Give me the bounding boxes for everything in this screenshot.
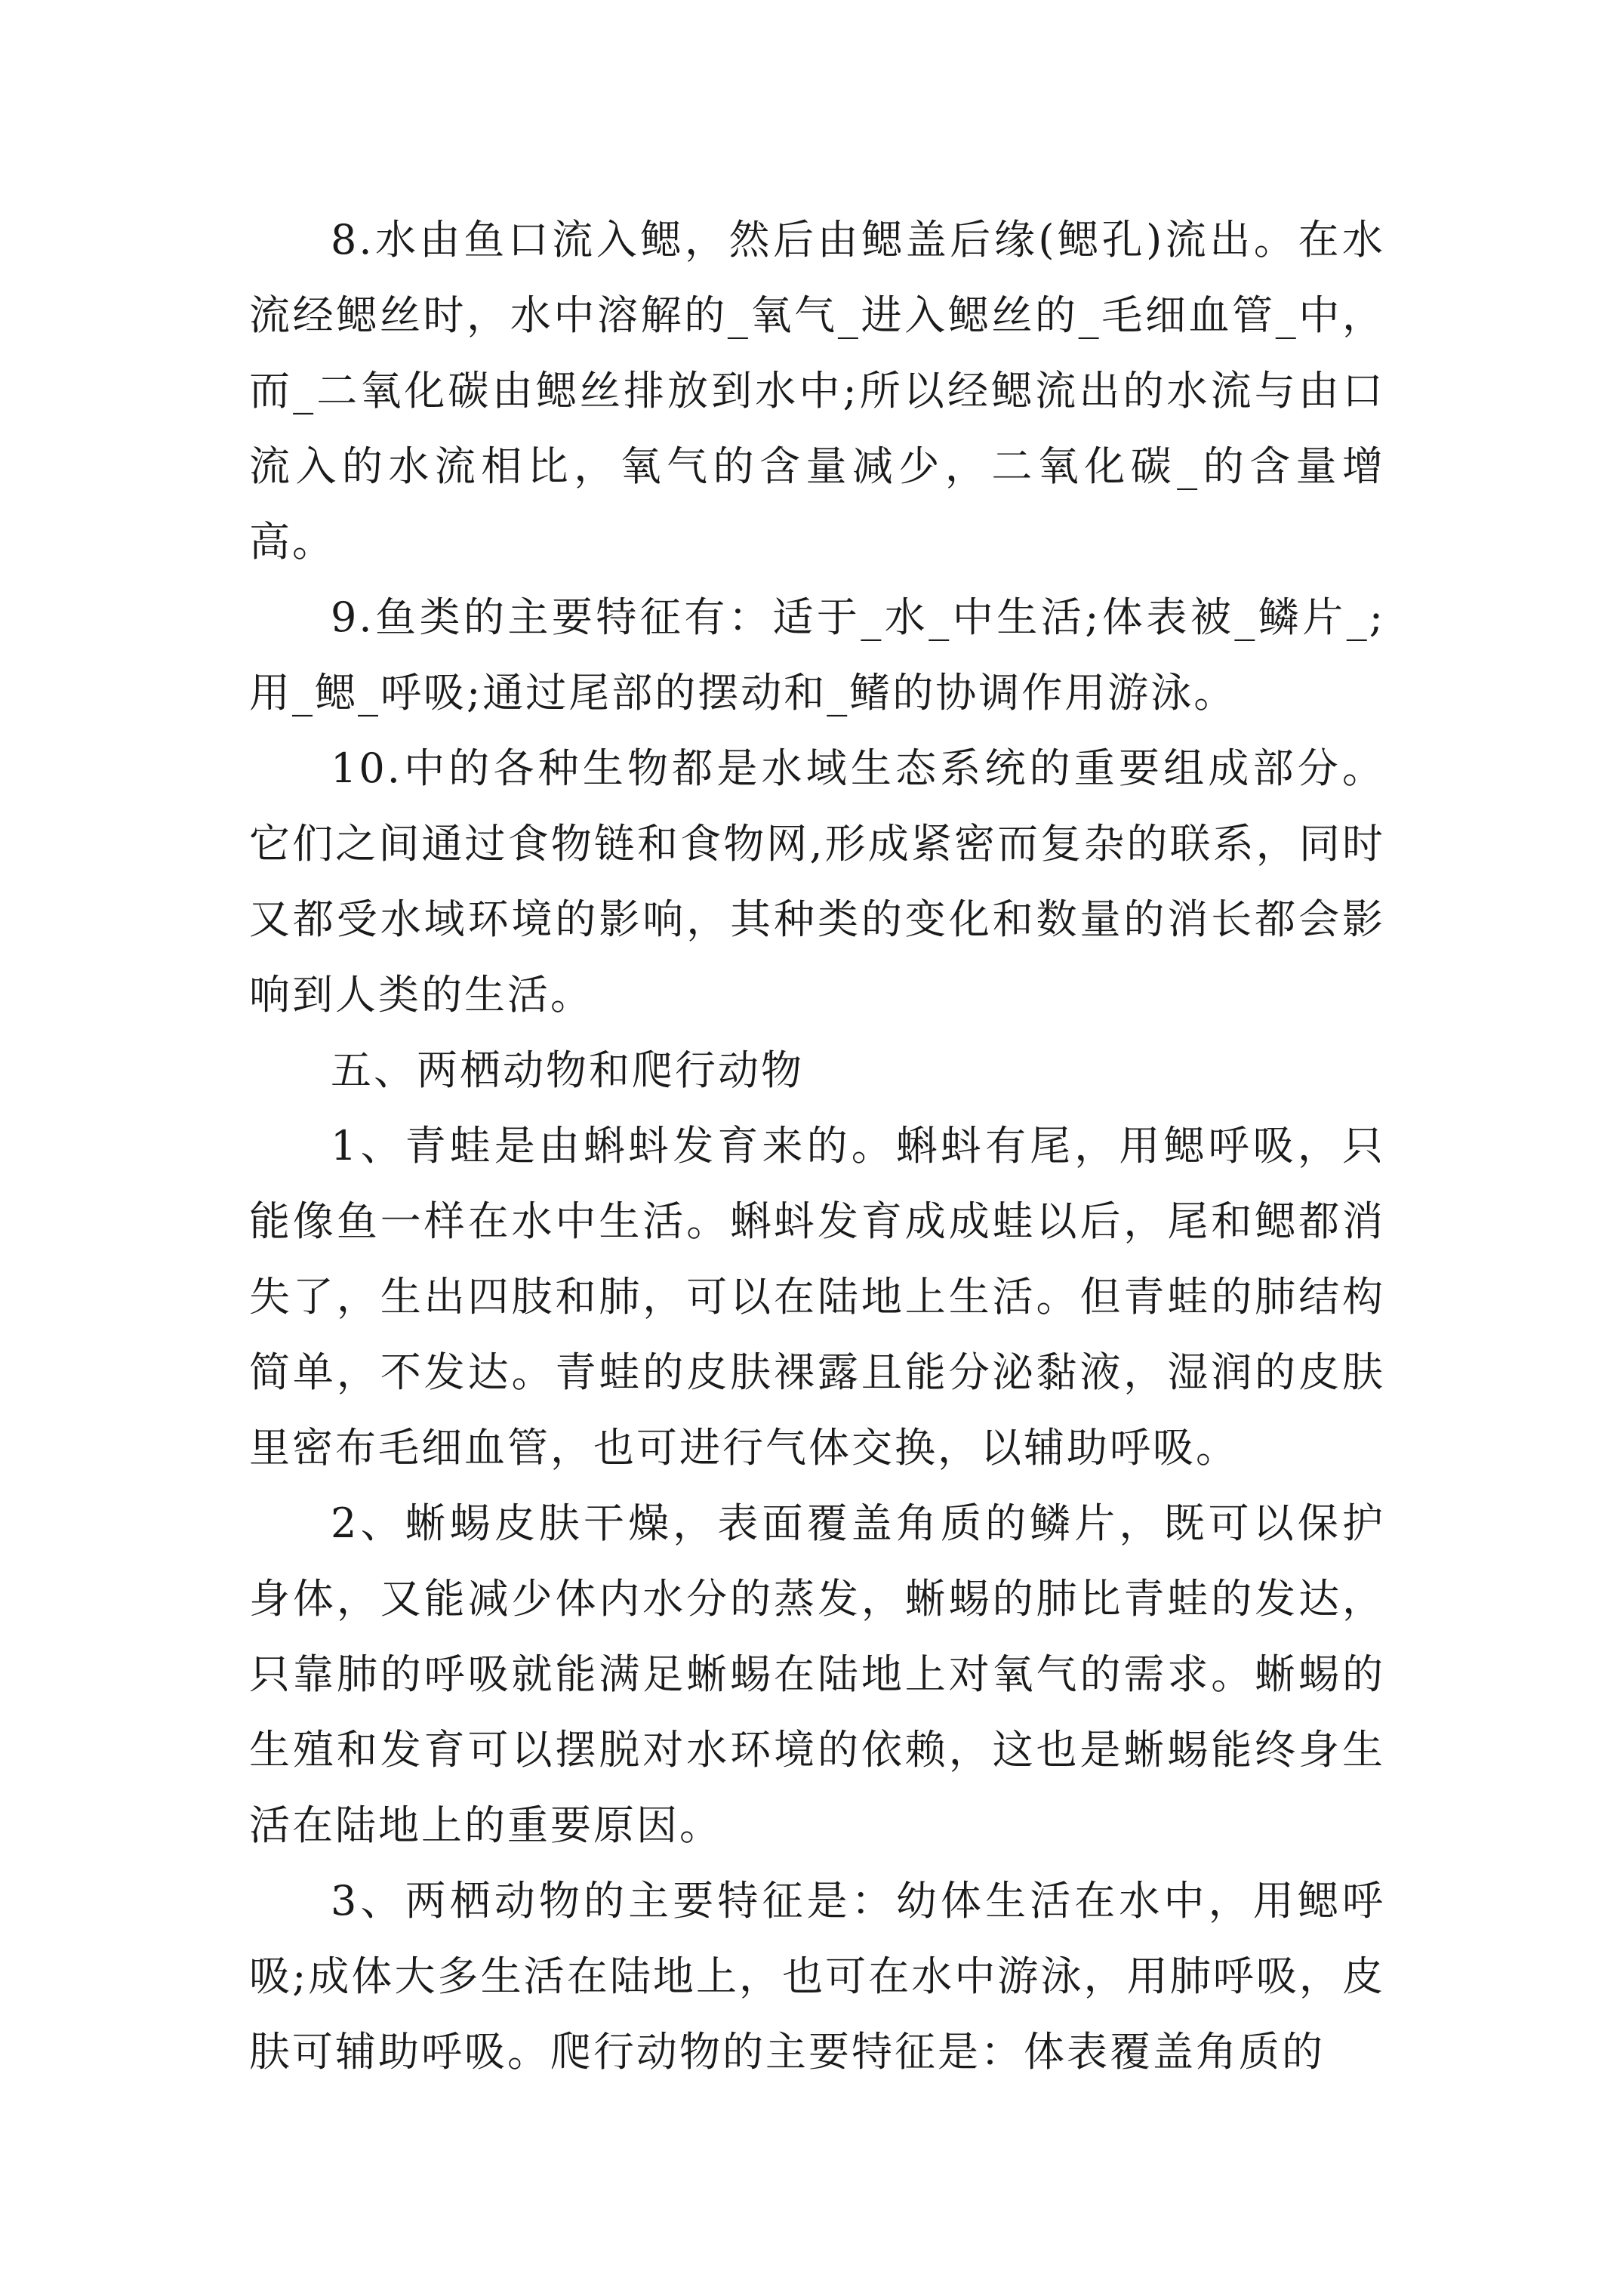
paragraph-frog-development: 1、青蛙是由蝌蚪发育来的。蝌蚪有尾，用鳃呼吸，只能像鱼一样在水中生活。蝌蚪发育成成蛙以后，尾和鳃都消失了，生出四肢和肺，可以在陆地上生活。但青蛙的肺结构简单，不发达。青蛙的皮肤裸露且能分泌黏液，湿润的皮肤里密布毛细血管，也可进行气体交换，以辅助呼吸。 <box>249 1122 1385 1472</box>
document-body <box>249 202 1385 2090</box>
paragraph-fish-characteristics: 9.鱼类的主要特征有：适于_水_中生活;体表被_鳞片_;用_鳃_呼吸;通过尾部的摆动和_鳍的协调作用游泳。 <box>249 593 1385 717</box>
paragraph-fish-gill-water-flow: 8.水由鱼口流入鳃，然后由鳃盖后缘(鳃孔)流出。在水流经鳃丝时，水中溶解的_氧气_进入鳃丝的_毛细血管_中，而_二氧化碳由鳃丝排放到水中;所以经鳃流出的水流与由口流入的水流相比，氧气的含量减少，二氧化碳_的含量增高。 <box>249 216 1385 566</box>
paragraph-aquatic-ecosystem: 10.中的各种生物都是水域生态系统的重要组成部分。它们之间通过食物链和食物网,形成紧密而复杂的联系，同时又都受水域环境的影响，其种类的变化和数量的消长都会影响到人类的生活。 <box>249 744 1385 1019</box>
section-heading-amphibians-reptiles: 五、两栖动物和爬行动物 <box>331 1046 804 1094</box>
paragraph-lizard-adaptation: 2、蜥蜴皮肤干燥，表面覆盖角质的鳞片，既可以保护身体，又能减少体内水分的蒸发，蜥蜴的肺比青蛙的发达，只靠肺的呼吸就能满足蜥蜴在陆地上对氧气的需求。蜥蜴的生殖和发育可以摆脱对水环境的依赖，这也是蜥蜴能终身生活在陆地上的重要原因。 <box>249 1499 1385 1849</box>
paragraph-main-characteristics: 3、两栖动物的主要特征是：幼体生活在水中，用鳃呼吸;成体大多生活在陆地上，也可在水中游泳，用肺呼吸，皮肤可辅助呼吸。爬行动物的主要特征是：体表覆盖角质的 <box>249 1877 1385 2076</box>
